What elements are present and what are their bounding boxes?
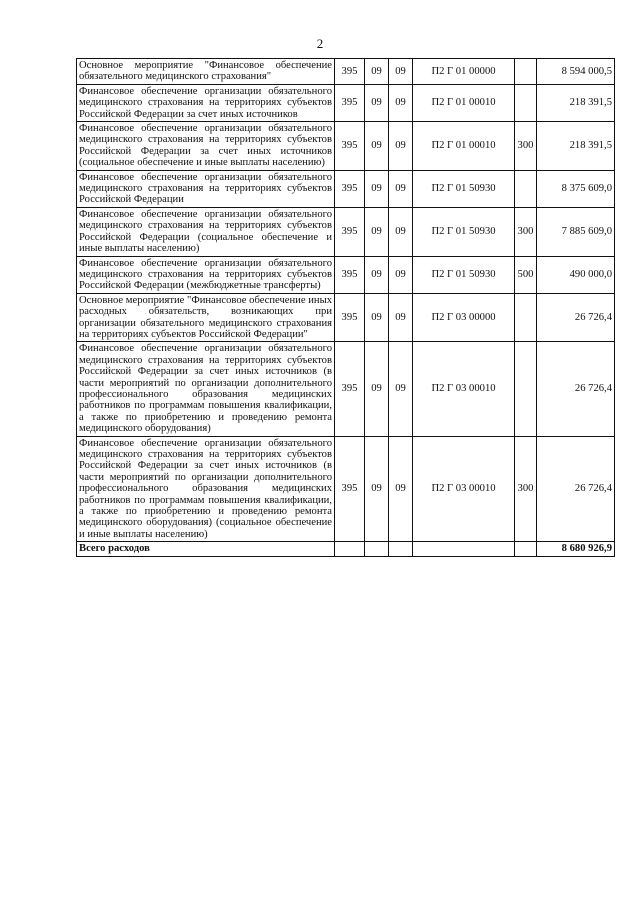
row-rz: 09 bbox=[365, 436, 389, 542]
row-pr: 09 bbox=[389, 122, 413, 171]
row-ved: 395 bbox=[335, 293, 365, 342]
table-row bbox=[77, 207, 615, 256]
row-description: Финансовое обеспечение организации обязательного медицинского страхования на территориях субъектов Российской Федерации за счет иных источников bbox=[77, 84, 335, 121]
row-csr: П2 Г 01 50930 bbox=[413, 170, 515, 207]
row-ved: 395 bbox=[335, 342, 365, 436]
page-number: 2 bbox=[316, 36, 324, 51]
row-sum: 26 726,4 bbox=[537, 342, 615, 436]
row-pr: 09 bbox=[389, 84, 413, 121]
row-rz: 09 bbox=[365, 342, 389, 436]
row-ved: 395 bbox=[335, 436, 365, 542]
row-ved: 395 bbox=[335, 207, 365, 256]
row-pr: 09 bbox=[389, 59, 413, 85]
row-pr: 09 bbox=[389, 207, 413, 256]
row-vr bbox=[515, 342, 537, 436]
row-vr bbox=[515, 170, 537, 207]
budget-table bbox=[76, 58, 615, 557]
row-csr: П2 Г 01 00000 bbox=[413, 59, 515, 85]
total-sum: 8 680 926,9 bbox=[537, 542, 615, 556]
row-rz: 09 bbox=[365, 207, 389, 256]
row-vr: 300 bbox=[515, 436, 537, 542]
row-rz: 09 bbox=[365, 293, 389, 342]
total-empty-cell bbox=[335, 542, 365, 556]
table-row bbox=[77, 293, 615, 342]
row-rz: 09 bbox=[365, 122, 389, 171]
table-body bbox=[77, 59, 615, 557]
row-csr: П2 Г 01 50930 bbox=[413, 207, 515, 256]
row-vr bbox=[515, 84, 537, 121]
table-row bbox=[77, 84, 615, 121]
row-vr bbox=[515, 293, 537, 342]
row-description: Финансовое обеспечение организации обязательного медицинского страхования на территориях субъектов Российской Федерации (социальное обеспечение и иные выплаты населению) bbox=[77, 207, 335, 256]
row-pr: 09 bbox=[389, 436, 413, 542]
total-label: Всего расходов bbox=[77, 542, 335, 556]
row-vr: 300 bbox=[515, 122, 537, 171]
row-description: Основное мероприятие "Финансовое обеспечение иных расходных обязательств, возникающих при организации обязательного медицинского страхования на территориях субъектов Российской Федерации" bbox=[77, 293, 335, 342]
row-sum: 26 726,4 bbox=[537, 436, 615, 542]
row-vr: 300 bbox=[515, 207, 537, 256]
row-sum: 26 726,4 bbox=[537, 293, 615, 342]
row-sum: 7 885 609,0 bbox=[537, 207, 615, 256]
table-row bbox=[77, 436, 615, 542]
row-description: Финансовое обеспечение организации обязательного медицинского страхования на территориях субъектов Российской Федерации (межбюджетные трансферты) bbox=[77, 256, 335, 293]
row-pr: 09 bbox=[389, 293, 413, 342]
row-pr: 09 bbox=[389, 170, 413, 207]
table-row bbox=[77, 342, 615, 436]
row-sum: 8 594 000,5 bbox=[537, 59, 615, 85]
row-rz: 09 bbox=[365, 170, 389, 207]
row-sum: 490 000,0 bbox=[537, 256, 615, 293]
row-sum: 218 391,5 bbox=[537, 84, 615, 121]
row-description: Основное мероприятие "Финансовое обеспечение обязательного медицинского страхования" bbox=[77, 59, 335, 85]
row-description: Финансовое обеспечение организации обязательного медицинского страхования на территориях субъектов Российской Федерации за счет иных источников (в части мероприятий по организации дополнительного профессионального образования медицинских работников по программам повышения квалификации, а также по приобретению и проведению ремонта медицинского оборудования) (социальное обеспечение и иные выплаты населению) bbox=[77, 436, 335, 542]
table-row bbox=[77, 59, 615, 85]
total-empty-cell bbox=[365, 542, 389, 556]
table-row bbox=[77, 122, 615, 171]
total-empty-cell bbox=[515, 542, 537, 556]
row-csr: П2 Г 03 00010 bbox=[413, 436, 515, 542]
row-pr: 09 bbox=[389, 256, 413, 293]
row-description: Финансовое обеспечение организации обязательного медицинского страхования на территориях субъектов Российской Федерации за счет иных источников (социальное обеспечение и иные выплаты населению) bbox=[77, 122, 335, 171]
row-rz: 09 bbox=[365, 59, 389, 85]
row-sum: 218 391,5 bbox=[537, 122, 615, 171]
row-rz: 09 bbox=[365, 256, 389, 293]
table-row bbox=[77, 256, 615, 293]
total-row bbox=[77, 542, 615, 556]
row-description: Финансовое обеспечение организации обязательного медицинского страхования на территориях субъектов Российской Федерации за счет иных источников (в части мероприятий по организации дополнительного профессионального образования медицинских работников по программам повышения квалификации, а также по приобретению и проведению ремонта медицинского оборудования) bbox=[77, 342, 335, 436]
row-vr: 500 bbox=[515, 256, 537, 293]
row-csr: П2 Г 03 00000 bbox=[413, 293, 515, 342]
table-row bbox=[77, 170, 615, 207]
total-empty-cell bbox=[413, 542, 515, 556]
row-vr bbox=[515, 59, 537, 85]
row-csr: П2 Г 01 00010 bbox=[413, 84, 515, 121]
row-csr: П2 Г 01 00010 bbox=[413, 122, 515, 171]
row-ved: 395 bbox=[335, 84, 365, 121]
row-csr: П2 Г 03 00010 bbox=[413, 342, 515, 436]
row-ved: 395 bbox=[335, 256, 365, 293]
row-sum: 8 375 609,0 bbox=[537, 170, 615, 207]
row-rz: 09 bbox=[365, 84, 389, 121]
row-csr: П2 Г 01 50930 bbox=[413, 256, 515, 293]
row-pr: 09 bbox=[389, 342, 413, 436]
row-ved: 395 bbox=[335, 170, 365, 207]
row-ved: 395 bbox=[335, 59, 365, 85]
row-ved: 395 bbox=[335, 122, 365, 171]
row-description: Финансовое обеспечение организации обязательного медицинского страхования на территориях субъектов Российской Федерации bbox=[77, 170, 335, 207]
total-empty-cell bbox=[389, 542, 413, 556]
